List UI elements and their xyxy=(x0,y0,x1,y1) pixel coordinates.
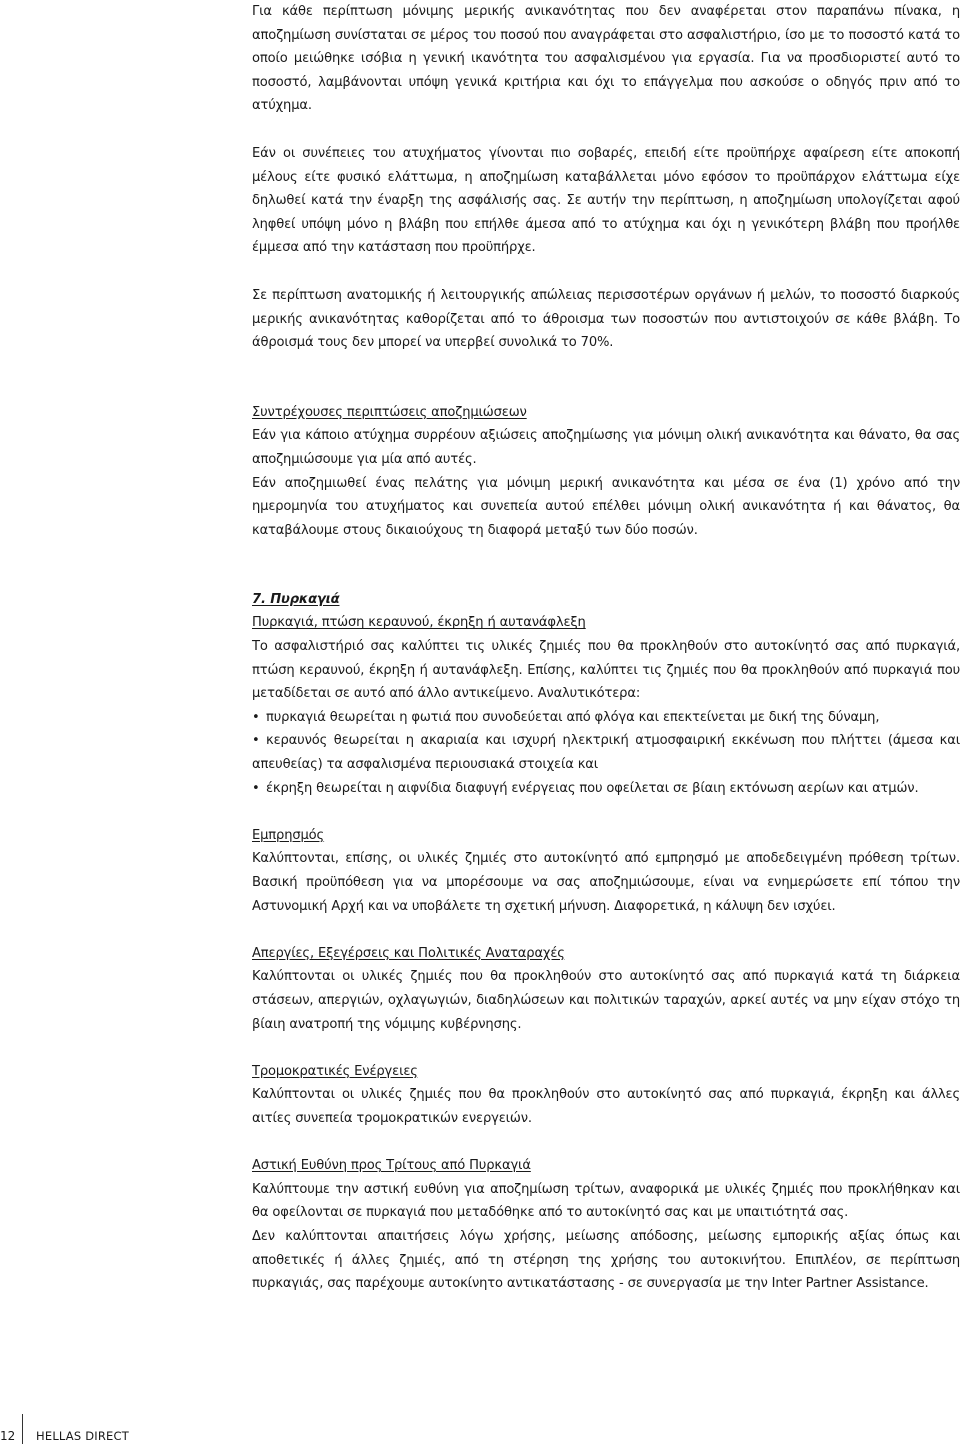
terror-paragraph: Καλύπτονται οι υλικές ζημιές που θα προκληθούν στο αυτοκίνητό σας από πυρκαγιά, έκρηξη και άλλες αιτίες συνεπεία τρομοκρατικών ενεργειών. xyxy=(252,1087,960,1126)
concurrent-paragraph-1: Εάν για κάποιο ατύχημα συρρέουν αξιώσεις αποζημίωσης για μόνιμη ολική ανικανότητα και θάνατο, θα σας αποζημιώσουμε για μία από αυτές. xyxy=(252,428,960,467)
fire-paragraph-1: Το ασφαλιστήριό σας καλύπτει τις υλικές ζημιές που θα προκληθούν στο αυτοκίνητό σας από πυρκαγιά, πτώση κεραυνού, έκρηξη ή αυτανάφλεξη. Επίσης, καλύπτει τις ζημιές που θα προκληθούν από πυρκαγιά που μεταδίδεται σε αυτό από άλλο αντικείμενο. Αναλυτικότερα: xyxy=(252,639,960,702)
intro-paragraph-1: Για κάθε περίπτωση μόνιμης μερικής ανικανότητας που δεν αναφέρεται στον παραπάνω πίνακα, η αποζημίωση συνίσταται σε μέρος του ποσού που αναγράφεται στο ασφαλιστήριο, ίσο με το ποσοστό κατά το οποίο μειώθηκε ισόβια η γενική ικανότητα του ασφαλισμένου για εργασία. Για να προσδιοριστεί αυτό το ποσοστό, λαμβάνονται υπόψη γενικά κριτήρια και όχι το επάγγελμα που ασκούσε ο οδηγός πριν από το ατύχημα. xyxy=(252,4,960,114)
concurrent-paragraph-2: Εάν αποζημιωθεί ένας πελάτης για μόνιμη μερική ανικανότητα και μέσα σε ένα (1) χρόνο από την ημερομηνία του ατυχήματος και συνεπεία αυτού επέλθει μόνιμη ολική ανικανότητα ή και θάνατος, θα καταβάλουμε στους δικαιούχους τη διαφορά μεταξύ των δύο ποσών. xyxy=(252,475,960,538)
arson-paragraph: Καλύπτονται, επίσης, οι υλικές ζημιές στο αυτοκίνητό από εμπρησμό με αποδεδειγμένη πρόθεση τρίτων. Βασική προϋπόθεση για να μπορέσουμε να σας αποζημιώσουμε, είναι να ενημερώσετε επί τόπου την Αστυνομική Αρχή και να υποβάλετε τη σχετική μήνυση. Διαφορετικά, η κάλυψη δεν ισχύει. xyxy=(252,851,960,914)
bullet-icon: • xyxy=(252,733,260,749)
intro-paragraph-2: Εάν οι συνέπειες του ατυχήματος γίνονται πιο σοβαρές, επειδή είτε προϋπήρχε αφαίρεση είτε αποκοπή μέλους είτε φυσικό ελάττωμα, η αποζημίωση καταβάλλεται μόνο εφόσον το προϋπάρχον ελάττωμα είχε δηλωθεί κατά την έναρξη της ασφάλισής σας. Σε αυτήν την περίπτωση, η αποζημίωση υπολογίζεται αφού ληφθεί υπόψη μόνο η βλάβη που επήλθε άμεσα από το ατύχημα και όχι η γενικότερη βλάβη που προήλθε έμμεσα από την κατάσταση που προϋπήρχε. xyxy=(252,145,960,256)
list-item: • κεραυνός θεωρείται η ακαριαία και ισχυρή ηλεκτρική ατμοσφαιρική εκκένωση που πλήττει (άμεσα και απευθείας) τα ασφαλισμένα περιουσιακά στοιχεία και xyxy=(252,729,960,776)
terror-heading: Τρομοκρατικές Ενέργειες xyxy=(252,1063,418,1079)
page-number: 12 xyxy=(0,1429,16,1443)
fire-subheading: Πυρκαγιά, πτώση κεραυνού, έκρηξη ή αυτανάφλεξη xyxy=(252,615,586,631)
strikes-heading: Απεργίες, Εξεγέρσεις και Πολιτικές Αναταραχές xyxy=(252,945,565,961)
list-item: • πυρκαγιά θεωρείται η φωτιά που συνοδεύεται από φλόγα και επεκτείνεται με δική της δύναμη, xyxy=(252,706,960,730)
brand-name: HELLAS DIRECT xyxy=(36,1429,129,1443)
liability-paragraph-1: Καλύπτουμε την αστική ευθύνη για αποζημίωση τρίτων, αναφορικά με υλικές ζημιές που προκλήθηκαν και θα οφείλονται σε πυρκαγιά που μεταδόθηκε από το αυτοκίνητό σας και με υπαιτιότητά σας. xyxy=(252,1181,960,1221)
list-item: • έκρηξη θεωρείται η αιφνίδια διαφυγή ενέργειας που οφείλεται σε βίαιη εκτόνωση αερίων και ατμών. xyxy=(252,777,960,801)
document-page xyxy=(252,0,960,1296)
arson-heading: Εμπρησμός xyxy=(252,827,325,843)
footer-divider xyxy=(22,1414,23,1444)
liability-heading: Αστική Ευθύνη προς Τρίτους από Πυρκαγιά xyxy=(252,1158,531,1174)
bullet-icon: • xyxy=(252,780,260,796)
fire-bullet-list xyxy=(252,706,960,800)
liability-paragraph-2: Δεν καλύπτονται απαιτήσεις λόγω χρήσης, μείωσης απόδοσης, μείωσης εμπορικής αξίας όπως και αποθετικές ή άλλες ζημιές, από τη στέρηση της χρήσης του αυτοκινήτου. Επιπλέον, σε περίπτωση πυρκαγιάς, σας παρέχουμε αυτοκίνητο αντικατάστασης - σε συνεργασία με την Inter Partner Assistance. xyxy=(252,1228,960,1292)
intro-paragraph-3: Σε περίπτωση ανατομικής ή λειτουργικής απώλειας περισσοτέρων οργάνων ή μελών, το ποσοστό διαρκούς μερικής ανικανότητας καθορίζεται από το άθροισμα των ποσοστών που αντιστοιχούν σε κάθε βλάβη. Το άθροισμά τους δεν μπορεί να υπερβεί συνολικά το 70%. xyxy=(252,287,960,351)
concurrent-heading: Συντρέχουσες περιπτώσεις αποζημιώσεων xyxy=(252,404,527,420)
bullet-icon: • xyxy=(252,709,260,725)
strikes-paragraph: Καλύπτονται οι υλικές ζημιές που θα προκληθούν στο αυτοκίνητό σας από πυρκαγιά κατά τη διάρκεια στάσεων, απεργιών, οχλαγωγιών, διαδηλώσεων και πολιτικών ταραχών, αρκεί αυτές να μην είχαν στόχο τη βίαιη ανατροπή της νόμιμης κυβέρνησης. xyxy=(252,969,960,1032)
section-title-fire: 7. Πυρκαγιά xyxy=(252,591,340,607)
